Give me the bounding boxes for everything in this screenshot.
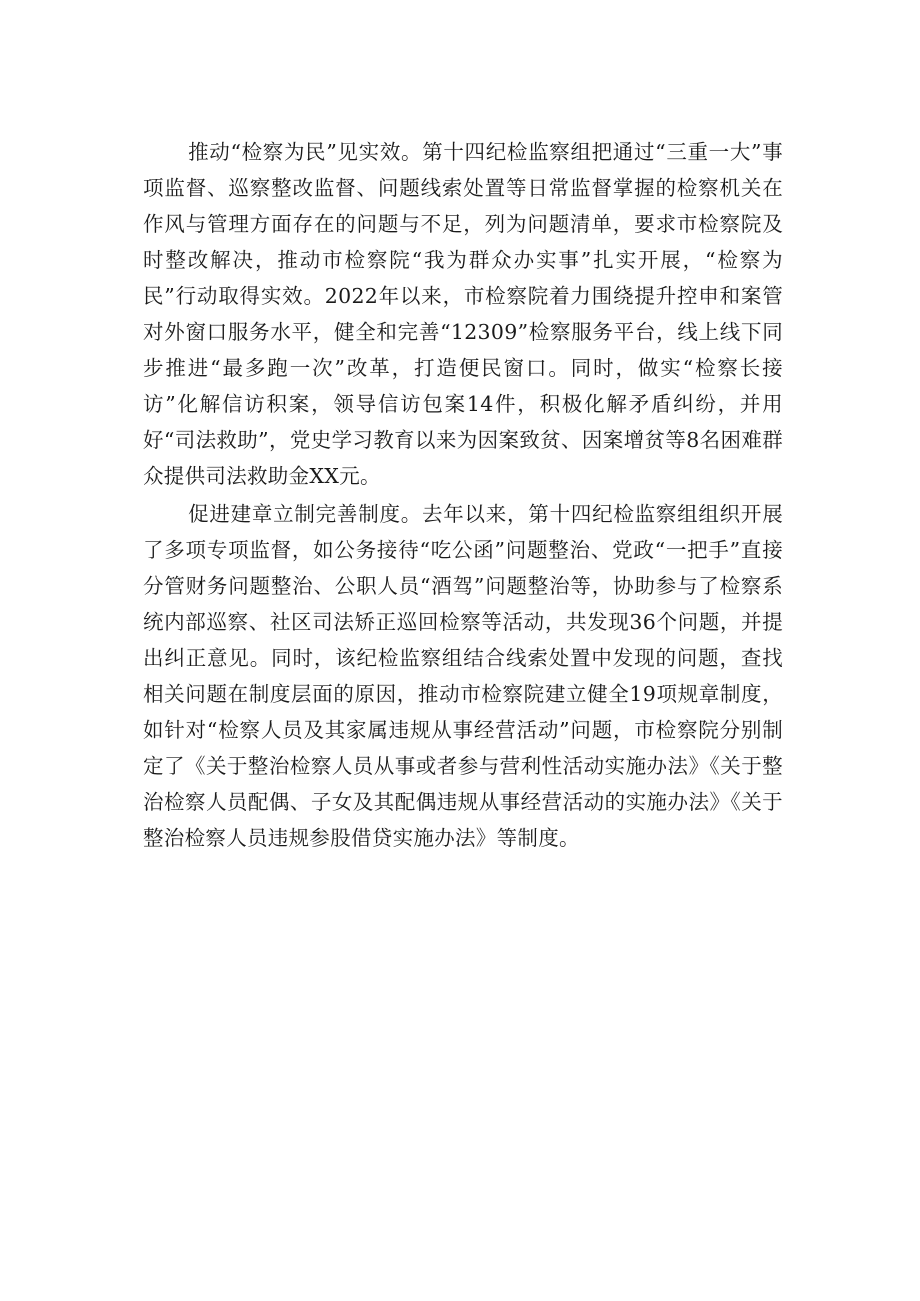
paragraph-procuratorate-for-people: 推动“检察为民”见实效。第十四纪检监察组把通过“三重一大”事项监督、巡察整改监督、问题线索处置等日常监督掌握的检察机关在作风与管理方面存在的问题与不足，列为问题清单，要求市检察院及时整改解决，推动市检察院“我为群众办实事”扎实开展，“检察为民”行动取得实效。2022年以来，市检察院着力围绕提升控申和案管对外窗口服务水平，健全和完善“12309”检察服务平台，线上线下同步推进“最多跑一次”改革，打造便民窗口。同时，做实“检察长接访”化解信访积案，领导信访包案14件，积极化解矛盾纠纷，并用好“司法救助”，党史学习教育以来为因案致贫、因案增贫等8名困难群众提供司法救助金XX元。 (143, 140, 783, 488)
document-body (143, 134, 783, 858)
paragraph-rules-and-systems: 促进建章立制完善制度。去年以来，第十四纪检监察组组织开展了多项专项监督，如公务接待“吃公函”问题整治、党政“一把手”直接分管财务问题整治、公职人员“酒驾”问题整治等，协助参与了检察系统内部巡察、社区司法矫正巡回检察等活动，共发现36个问题，并提出纠正意见。同时，该纪检监察组结合线索处置中发现的问题，查找相关问题在制度层面的原因，推动市检察院建立健全19项规章制度，如针对“检察人员及其家属违规从事经营活动”问题，市检察院分别制定了《关于整治检察人员从事或者参与营利性活动实施办法》《关于整治检察人员配偶、子女及其配偶违规从事经营活动的实施办法》《关于整治检察人员违规参股借贷实施办法》等制度。 (143, 502, 783, 850)
